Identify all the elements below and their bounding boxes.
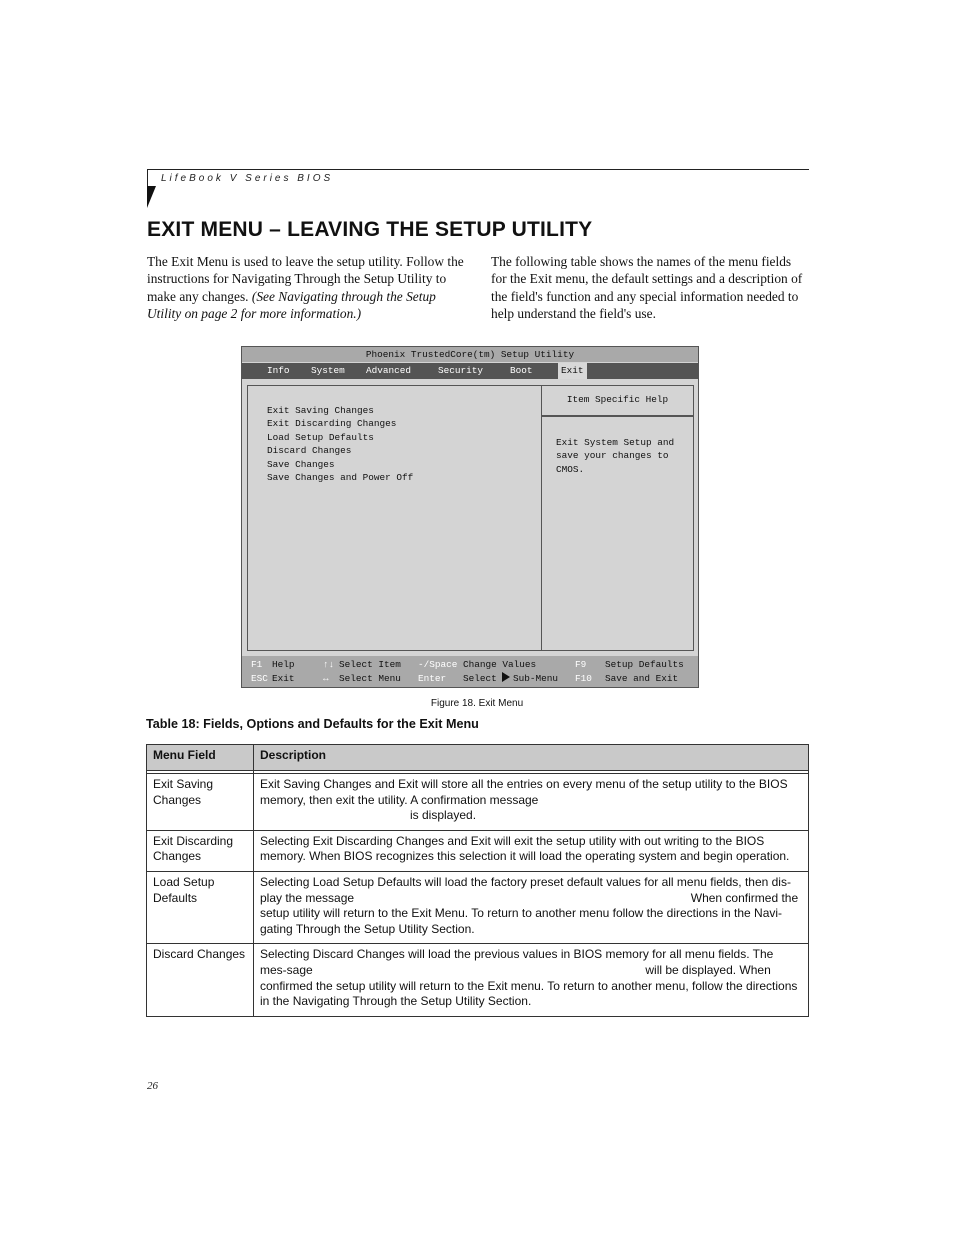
key-leftright-desc: Select Menu <box>339 673 401 684</box>
bios-help-text <box>556 436 686 476</box>
bios-help-line: save your changes to <box>556 450 669 462</box>
intro-left <box>147 253 465 323</box>
table-row <box>147 830 809 871</box>
bios-help-title: Item Specific Help <box>542 386 693 417</box>
column-header-menu-field: Menu Field <box>147 745 254 771</box>
intro-right: The following table shows the names of the menu fields for the Exit menu, the default settings and a description of the field's function and any special information needed to help understand the field's use. <box>491 254 803 322</box>
bios-help-panel <box>541 385 694 651</box>
bios-help-line: CMOS. <box>556 463 585 475</box>
bios-item-list <box>267 404 413 484</box>
running-header: LifeBook V Series BIOS <box>161 173 334 184</box>
bios-tab-exit[interactable]: Exit <box>558 363 587 379</box>
page-title: EXIT MENU – LEAVING THE SETUP UTILITY <box>147 218 593 241</box>
key-enter: Enter <box>418 673 447 684</box>
table-row <box>147 774 809 831</box>
description-cell <box>254 944 809 1016</box>
column-header-description: Description <box>254 745 809 771</box>
bios-tab-info[interactable]: Info <box>267 365 290 376</box>
table-row <box>147 871 809 943</box>
bios-item-exit-discarding-changes[interactable]: Exit Discarding Changes <box>267 418 397 430</box>
description-text: When confirmed the setup utility will return to the Exit Menu. To return to another menu follow the directions in the Navi-gating Through the Setup Utility Section. <box>260 890 799 936</box>
description-text: is displayed. <box>410 808 477 823</box>
key-f1-desc: Help <box>272 659 295 670</box>
key-f10-desc: Save and Exit <box>605 673 679 684</box>
bios-item-discard-changes[interactable]: Discard Changes <box>267 445 352 457</box>
key-f9-desc: Setup Defaults <box>605 659 684 670</box>
key-enter-desc: Select <box>463 673 497 684</box>
bios-item-panel <box>247 385 541 651</box>
menu-field-cell: Exit Saving Changes <box>147 774 254 831</box>
bios-key-legend <box>242 656 698 687</box>
bios-title-bar: Phoenix TrustedCore(tm) Setup Utility <box>242 347 698 362</box>
description-cell <box>254 774 809 831</box>
key-esc-desc: Exit <box>272 673 295 684</box>
bios-item-load-setup-defaults[interactable]: Load Setup Defaults <box>267 431 374 443</box>
bios-tab-system[interactable]: System <box>311 365 345 376</box>
bios-tab-security[interactable]: Security <box>438 365 484 376</box>
key-f10: F10 <box>575 673 592 684</box>
table-caption: Table 18: Fields, Options and Defaults for the Exit Menu <box>146 717 479 731</box>
description-cell: Selecting Exit Discarding Changes and Exit will exit the setup utility with out writing to the BIOS memory. When BIOS recognizes this selection it will load the operating system and begin operation. <box>254 830 809 871</box>
menu-field-cell: Discard Changes <box>147 944 254 1016</box>
bios-tab-advanced[interactable]: Advanced <box>366 365 412 376</box>
bios-tab-boot[interactable]: Boot <box>510 365 533 376</box>
menu-field-cell: Exit Discarding Changes <box>147 830 254 871</box>
key-space: -/Space <box>418 659 458 670</box>
key-f9: F9 <box>575 659 587 670</box>
description-text: Selecting Load Setup Defaults will load the factory preset default values for all menu fields, then dis-play the message <box>260 874 791 905</box>
key-arrows-desc: Select Item <box>339 659 401 670</box>
triangle-right-icon <box>502 672 510 686</box>
exit-menu-table <box>146 744 809 1017</box>
page-number: 26 <box>147 1080 158 1092</box>
table-row <box>147 944 809 1016</box>
menu-field-cell: Load Setup Defaults <box>147 871 254 943</box>
bios-screen <box>241 346 699 688</box>
header-corner <box>147 169 148 187</box>
intro-left-italic: (See Navigating through the Setup Utility on page 2 for more information.) <box>147 288 436 322</box>
arrows-up-down-icon: ↑↓ <box>323 659 335 670</box>
key-esc: ESC <box>251 673 268 684</box>
key-submenu-desc: Sub-Menu <box>513 673 559 684</box>
bios-item-exit-saving-changes[interactable]: Exit Saving Changes <box>267 405 374 416</box>
arrows-left-right-icon: ↔ <box>323 673 329 684</box>
description-text: will be displayed. When confirmed the setup utility will return to the Exit menu. To return to another menu, follow the directions in the Navigating Through the Setup Utility Section. <box>260 962 798 1009</box>
header-rule <box>147 169 809 170</box>
bios-menu-bar <box>242 363 698 379</box>
description-text: Exit Saving Changes and Exit will store all the entries on every menu of the setup utility to the BIOS memory, then exit the utility. A confirmation message <box>260 777 788 807</box>
description-cell <box>254 871 809 943</box>
bios-item-save-changes[interactable]: Save Changes <box>267 458 335 470</box>
bios-help-line: Exit System Setup and <box>556 437 675 448</box>
key-space-desc: Change Values <box>463 659 537 670</box>
table-header-row <box>147 745 809 771</box>
description-text: Selecting Discard Changes will load the previous values in BIOS memory for all menu fields. The mes-sage <box>260 947 774 977</box>
figure-caption: Figure 18. Exit Menu <box>430 698 524 709</box>
key-f1: F1 <box>251 659 263 670</box>
bios-item-save-changes-power-off[interactable]: Save Changes and Power Off <box>267 472 414 484</box>
header-wedge-mark <box>147 186 156 208</box>
intro-left-text: The Exit Menu is used to leave the setup utility. Follow the instructions for Navigating Through the Setup Utility to make any changes. <box>147 254 464 304</box>
